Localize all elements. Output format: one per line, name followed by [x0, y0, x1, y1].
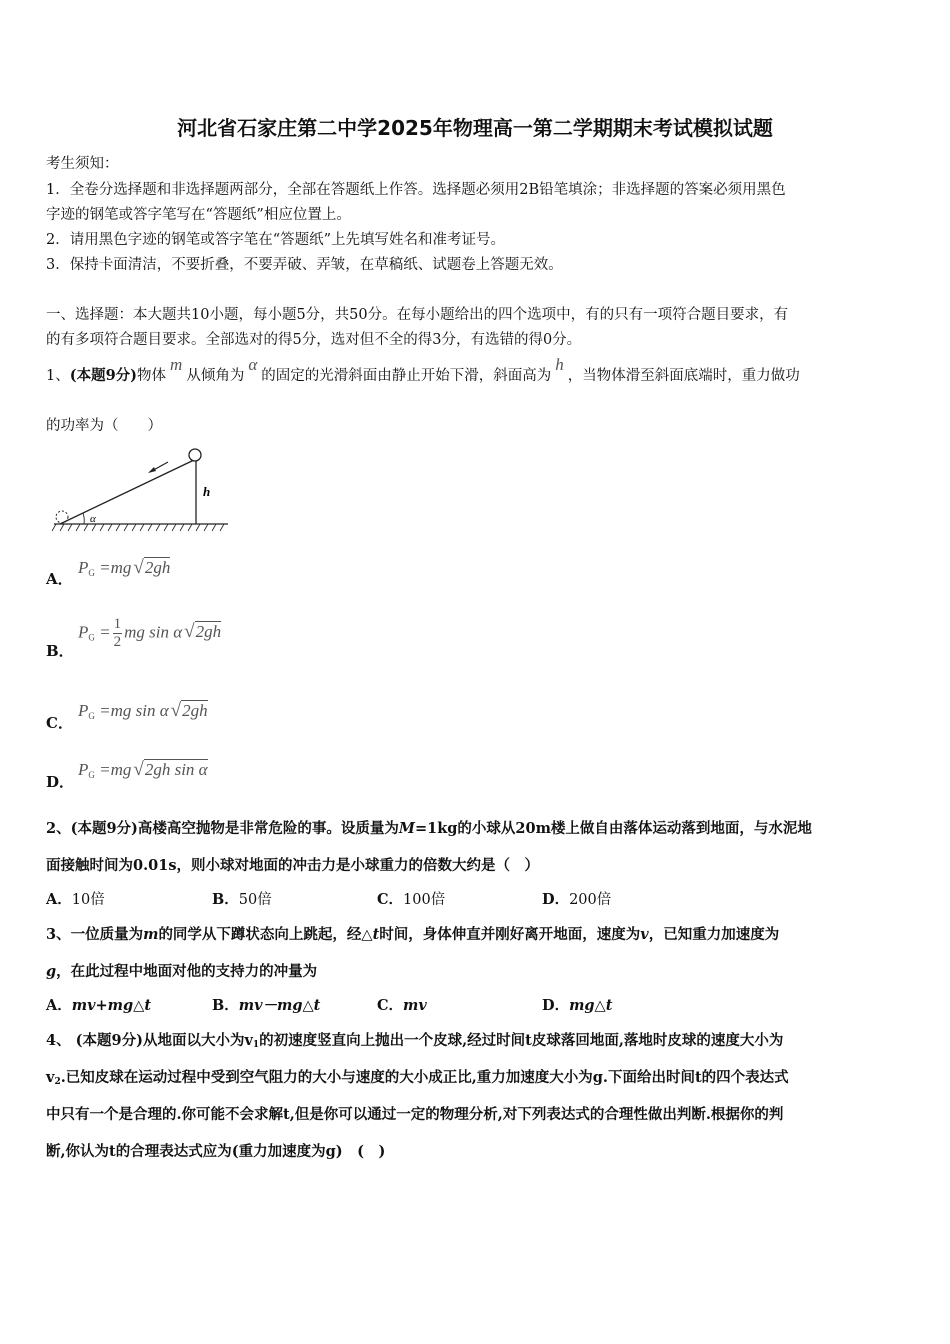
notice-item: 3．保持卡面清洁，不要折叠，不要弄破、弄皱，在草稿纸、试题卷上答题无效。 [46, 257, 563, 273]
q1-text: 的固定的光滑斜面由静止开始下滑，斜面高为 [261, 368, 552, 384]
question-2-stem [46, 817, 812, 838]
q1-text: 从倾角为 [186, 368, 245, 384]
q1-text: 物体 [137, 368, 167, 384]
q2-choice-c [377, 888, 445, 909]
var-M: M [398, 820, 415, 837]
choice-letter: C． [377, 997, 404, 1014]
power-subscript: G [88, 770, 95, 780]
choice-letter: A． [46, 891, 72, 908]
question-2-stem-line2: 面接触时间为0.01s，则小球对地面的冲击力是小球重力的倍数大约是（ ） [46, 857, 539, 874]
notice-item: 字迹的钢笔或答字笔写在“答题纸”相应位置上。 [46, 207, 351, 223]
formula-text: =mg [99, 760, 132, 779]
formula-text: mg sin α [124, 622, 183, 642]
angle-label: α [90, 513, 96, 525]
q2-text: =1kg的小球从20m楼上做自由落体运动落到地面，与水泥地 [414, 820, 812, 837]
choice-letter: B． [212, 891, 239, 908]
q3-text: 时间，身体伸直并刚好离开地面，速度为 [379, 926, 641, 943]
root-sign: √ [184, 621, 195, 643]
power-subscript: G [88, 568, 95, 578]
q1-text: ，当物体滑至斜面底端时，重力做功 [567, 368, 800, 384]
numerator: 1 [113, 616, 122, 632]
height-label: h [203, 484, 211, 499]
question-tag: (本题9分) [69, 367, 138, 384]
radicand: 2gh [195, 622, 222, 642]
var-h: h [555, 355, 564, 374]
q3-text: ，已知重力加速度为 [648, 926, 780, 943]
root-sign: √ [170, 700, 182, 721]
subscript: 1 [252, 1040, 260, 1050]
notice-heading: 考生须知： [46, 156, 119, 172]
q3-text: ，在此过程中地面对他的支持力的冲量为 [56, 963, 318, 980]
question-4-stem-line3: 中只有一个是合理的.你可能不会求解t,但是你可以通过一定的物理分析,对下列表达式的合理性做出判断.根据你的判 [46, 1106, 784, 1123]
q4-text: v [46, 1069, 55, 1086]
q3-choice-c [377, 994, 427, 1015]
var-m: m [170, 355, 183, 374]
notice-item: 1．全卷分选择题和非选择题两部分，全部在答题纸上作答。选择题必须用2B铅笔填涂；非选择题的答案必须用黑色 [46, 182, 786, 198]
q3-text: 的同学从下蹲状态向上跳起，经△ [158, 926, 373, 943]
formula-text: =mg [99, 558, 132, 577]
q2-text: 2、(本题9分)高楼高空抛物是非常危险的事。设质量为 [46, 820, 399, 837]
ball-top [189, 449, 201, 461]
power-subscript: G [88, 632, 95, 643]
power-symbol: P [78, 760, 89, 779]
choice-text: mv－mg△t [238, 997, 321, 1014]
incline-surface [60, 460, 194, 524]
subscript: 2 [54, 1077, 61, 1087]
choice-text: 50倍 [238, 892, 272, 908]
incline-figure [48, 440, 233, 536]
var-t: t [372, 926, 380, 943]
section-intro: 一、选择题：本大题共10小题，每小题5分，共50分。在每小题给出的四个选项中，有的只有一项符合题目要求，有 [46, 307, 789, 323]
ball-bottom [56, 511, 68, 523]
var-m: m [143, 926, 159, 943]
power-symbol: P [78, 622, 89, 642]
var-g: g [46, 963, 57, 980]
question-3-stem [46, 923, 779, 944]
ground-hatch [52, 524, 224, 531]
choice-letter: D． [542, 891, 570, 908]
root-sign: √ [133, 557, 144, 578]
arrow-head [148, 467, 156, 473]
radicand: 2gh [144, 558, 171, 577]
option-a-formula [78, 557, 170, 579]
option-d-formula [78, 759, 208, 781]
q4-text: 4、 (本题9分)从地面以大小为v [46, 1032, 253, 1049]
q2-choice-a [46, 888, 105, 909]
q2-choice-d [542, 888, 611, 909]
q2-choice-b [212, 888, 272, 909]
power-symbol: P [78, 701, 89, 720]
denominator: 2 [113, 634, 122, 650]
section-intro: 的有多项符合题目要求。全部选对的得5分，选对但不全的得3分，有选错的得0分。 [46, 332, 582, 348]
var-v: v [640, 926, 649, 943]
choice-letter: D． [542, 997, 570, 1014]
exam-title: 河北省石家庄第二中学2025年物理高一第二学期期末考试模拟试题 [177, 116, 773, 140]
var-alpha: α [248, 355, 258, 374]
option-letter: B． [46, 642, 74, 660]
option-letter: A． [46, 570, 73, 588]
question-1-stem-line2: 的功率为（ ） [46, 418, 162, 434]
option-letter: C． [46, 714, 73, 732]
question-1-stem [46, 355, 800, 385]
formula-text: = [99, 622, 111, 642]
choice-letter: B． [212, 997, 239, 1014]
q3-choice-b [212, 994, 320, 1015]
power-symbol: P [78, 558, 89, 577]
choice-text: mv+mg△t [71, 997, 152, 1014]
notice-item: 2．请用黑色字迹的钢笔或答字笔在“答题纸”上先填写姓名和准考证号。 [46, 232, 506, 248]
radicand: 2gh sin α [144, 760, 208, 779]
option-c-formula [78, 700, 208, 722]
angle-arc [83, 513, 84, 524]
option-letter: D． [46, 773, 75, 791]
choice-letter: A． [46, 997, 72, 1014]
root-sign: √ [133, 759, 144, 780]
fraction [113, 616, 123, 651]
power-subscript: G [88, 711, 95, 721]
q3-choice-a [46, 994, 151, 1015]
q3-choice-d [542, 994, 612, 1015]
q4-text: .已知皮球在运动过程中受到空气阻力的大小与速度的大小成正比,重力加速度大小为g.下面给出时间t的四个表达式 [60, 1069, 789, 1086]
question-4-stem-line2 [46, 1066, 789, 1087]
option-b-formula [78, 616, 221, 651]
choice-text: 10倍 [71, 892, 105, 908]
q3-text: 3、一位质量为 [46, 926, 144, 943]
question-3-stem-line2 [46, 960, 317, 981]
choice-text: 200倍 [569, 892, 612, 908]
question-4-stem [46, 1029, 783, 1050]
formula-text: =mg sin α [99, 701, 169, 720]
question-number: 1、 [46, 368, 70, 384]
choice-text: mv [403, 997, 427, 1014]
choice-text: 100倍 [403, 892, 446, 908]
radicand: 2gh [182, 701, 208, 720]
choice-text: mg△t [569, 997, 613, 1014]
q4-text: 的初速度竖直向上抛出一个皮球,经过时间t皮球落回地面,落地时皮球的速度大小为 [259, 1032, 784, 1049]
question-4-stem-line4: 断,你认为t的合理表达式应为(重力加速度为g) ( ) [46, 1143, 386, 1160]
choice-letter: C． [377, 891, 404, 908]
